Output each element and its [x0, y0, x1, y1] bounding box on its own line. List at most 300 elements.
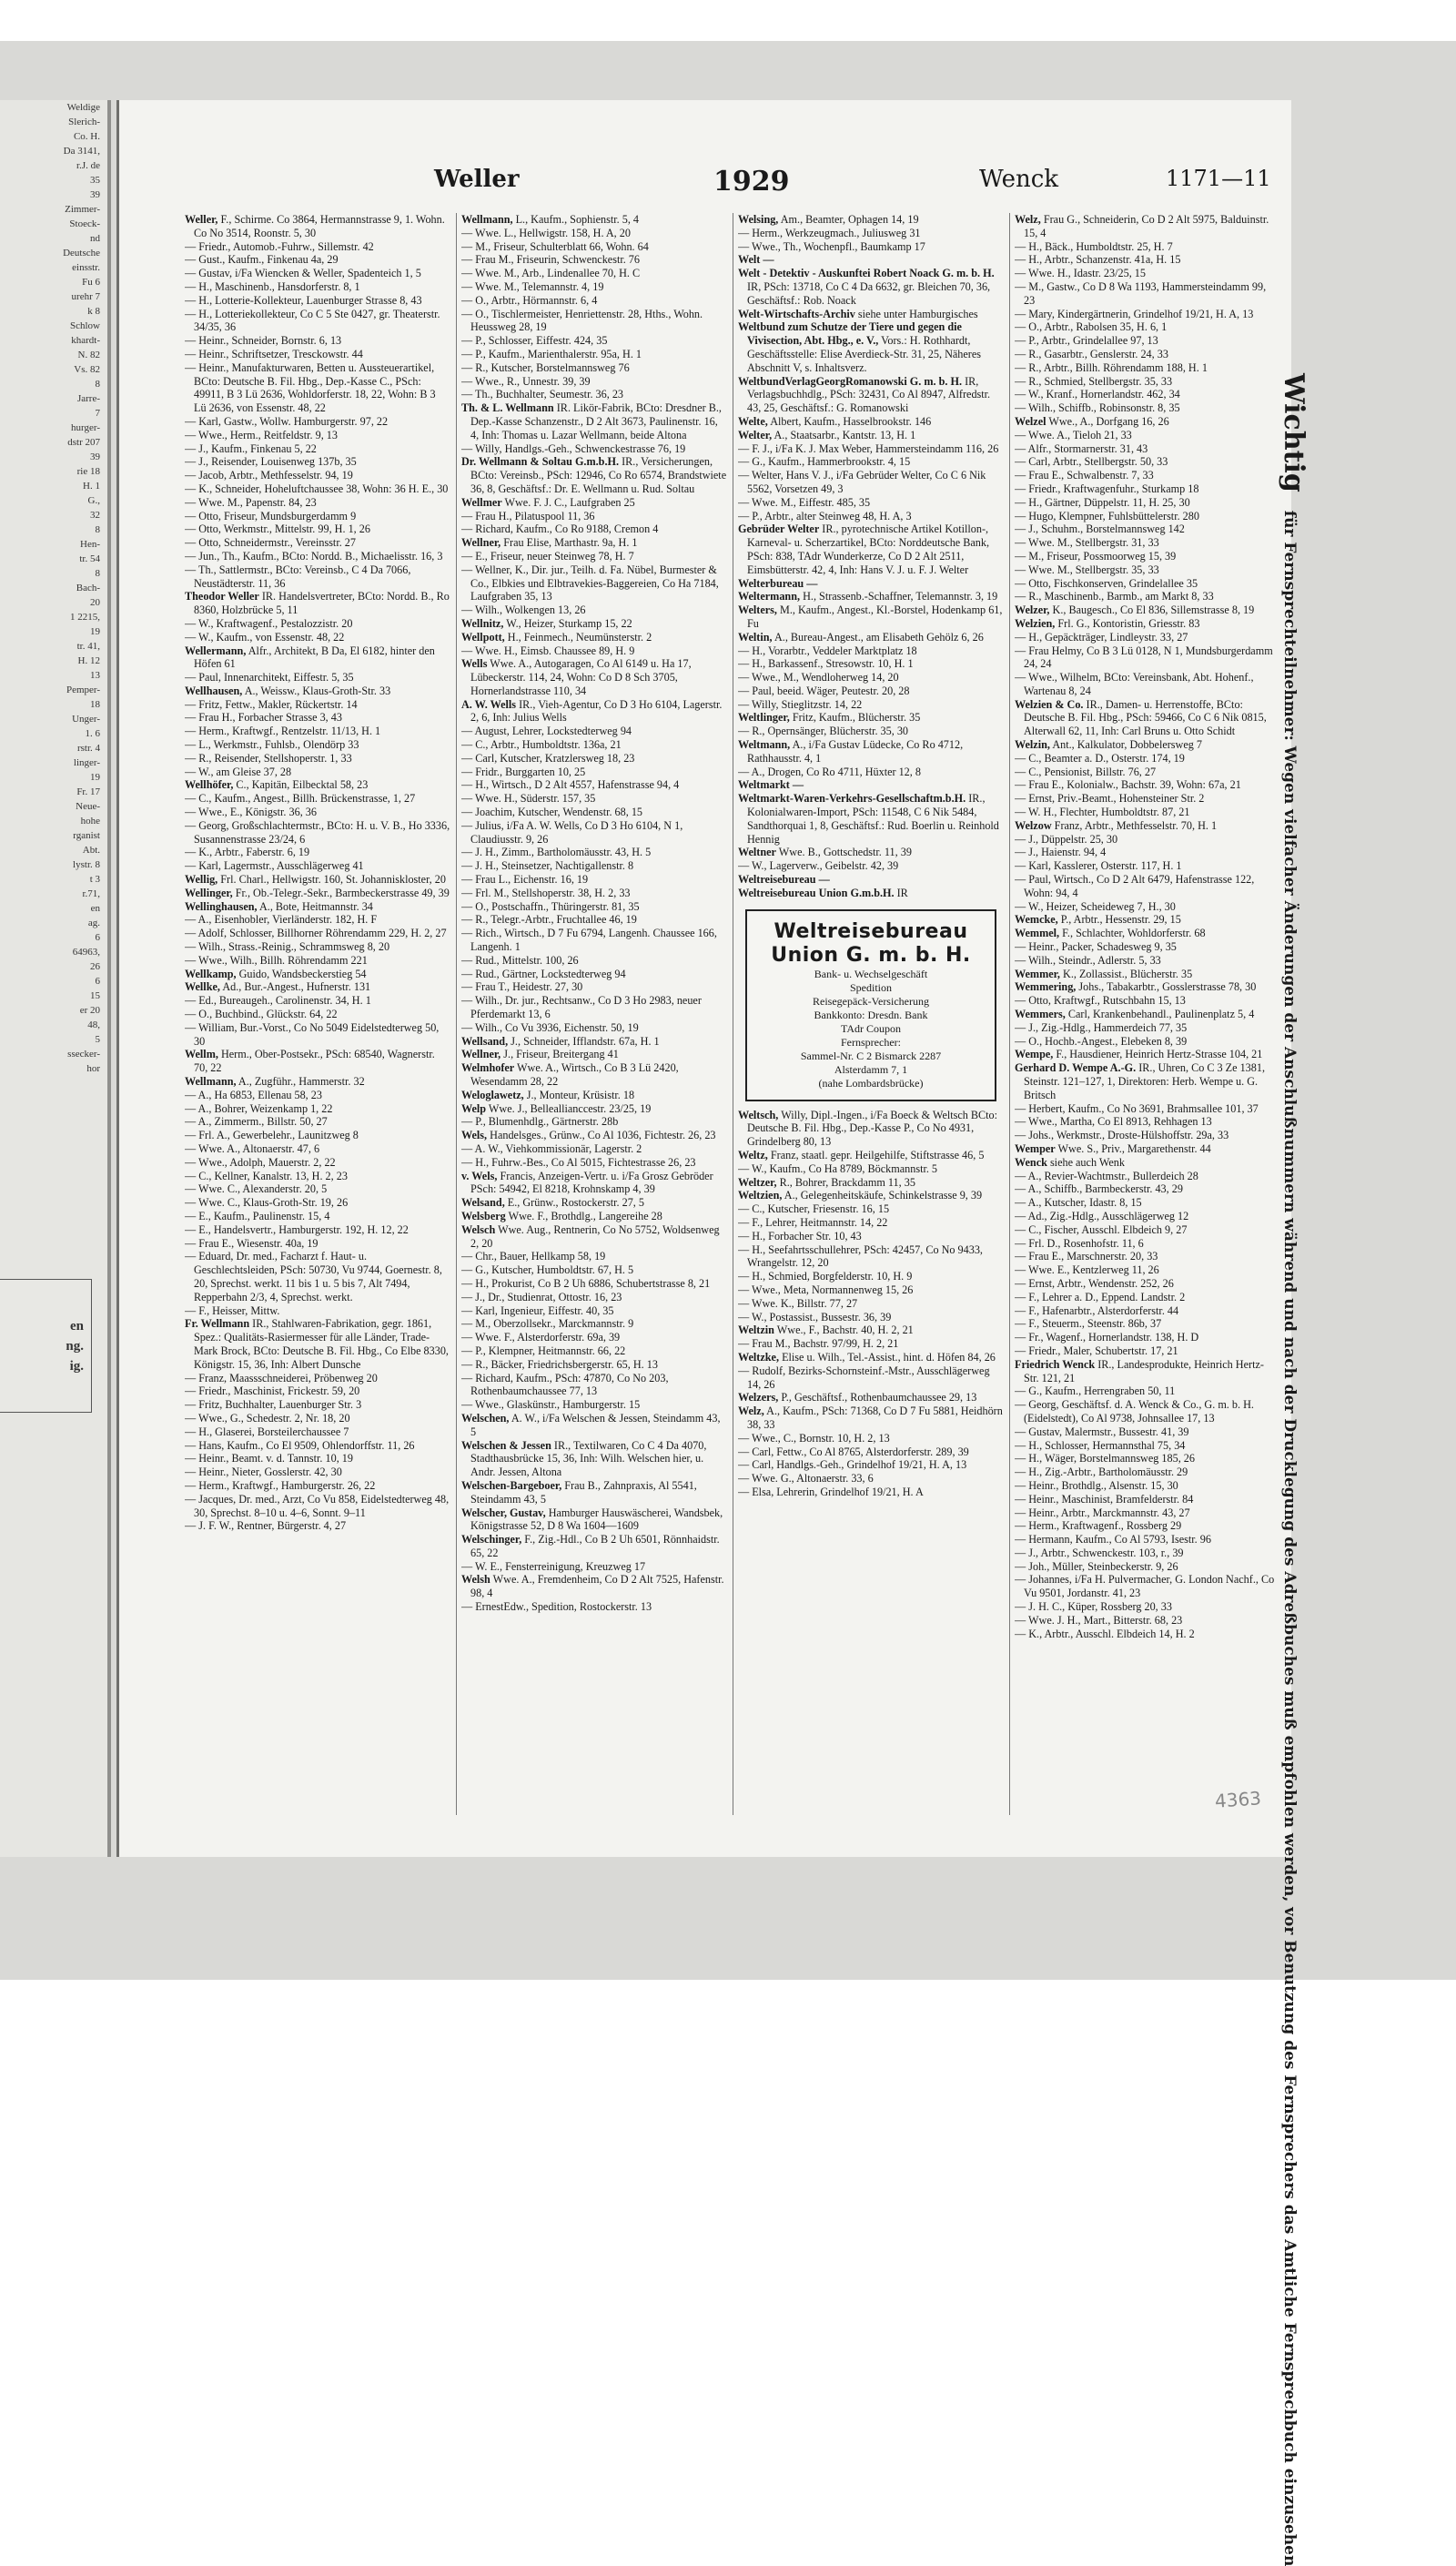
directory-entry	[185, 1156, 450, 1170]
entry-text: F., Schlachter, Wohldorferstr. 68	[1062, 927, 1206, 940]
directory-entry	[738, 227, 1004, 240]
directory-entry	[461, 968, 727, 981]
entry-text: — H., Prokurist, Co B 2 Uh 6886, Schubertstrasse 8, 21	[461, 1276, 711, 1290]
entry-text: — Wwe. C., Alexanderstr. 20, 5	[185, 1182, 328, 1196]
directory-entry	[1015, 859, 1279, 873]
directory-entry	[185, 1196, 450, 1210]
entry-text: — Frau E., Schwalbenstr. 7, 33	[1015, 469, 1154, 482]
directory-entry	[1015, 1210, 1279, 1223]
directory-entry	[1015, 846, 1279, 859]
directory-entry	[461, 752, 727, 766]
entry-text: — H., Barkassenf., Stresowstr. 10, H. 1	[738, 657, 914, 671]
entry-text: — K., Arbtr., Ausschl. Elbdeich 14, H. 2	[1015, 1627, 1195, 1640]
entry-name: Welsing,	[738, 213, 779, 226]
directory-entry	[461, 442, 727, 456]
directory-entry	[185, 280, 450, 294]
entry-text: — Wwe., E., Königstr. 36, 36	[185, 806, 317, 819]
directory-entry	[1015, 429, 1279, 442]
directory-entry	[185, 994, 450, 1008]
entry-name: Weltzien,	[738, 1189, 783, 1202]
directory-entry	[1015, 510, 1279, 523]
entry-name: Gerhard D. Wempe A.-G.	[1015, 1061, 1137, 1075]
entry-text: — E., Friseur, neuer Steinweg 78, H. 7	[461, 549, 634, 563]
entry-text: — Wwe., Herm., Reitfeldstr. 9, 13	[185, 428, 338, 441]
directory-entry	[461, 657, 727, 697]
directory-entry	[1015, 388, 1279, 401]
directory-entry	[738, 496, 1004, 510]
entry-name: Welz,	[738, 1405, 764, 1418]
directory-entry	[185, 1089, 450, 1102]
directory-entry	[185, 415, 450, 429]
directory-entry	[738, 1297, 1004, 1311]
entry-text: — P., Schlosser, Eiffestr. 424, 35	[461, 334, 608, 348]
margin-fragment: k 8	[87, 306, 100, 317]
directory-entry	[738, 1391, 1004, 1405]
entry-text: — Wwe. J. H., Mart., Bitterstr. 68, 23	[1015, 1613, 1183, 1627]
entry-text: — R., Reisender, Stellshoperstr. 1, 33	[185, 751, 352, 765]
directory-entry	[1015, 240, 1279, 254]
directory-entry	[461, 522, 727, 536]
directory-entry	[185, 1384, 450, 1398]
entry-text: — O., Buchbind., Glückstr. 64, 22	[185, 1008, 338, 1021]
entry-name: Weltreisebureau —	[738, 873, 830, 887]
ad-line: Bank- u. Wechselgeschäft	[814, 967, 928, 980]
directory-entry	[1015, 375, 1279, 389]
entry-text: — Wwe., Adolph, Mauerstr. 2, 22	[185, 1155, 336, 1169]
margin-fragment: t 3	[89, 874, 100, 885]
directory-entry	[461, 280, 727, 294]
entry-text: — Rich., Wirtsch., D 7 Fu 6794, Langenh. Chaussee 166, Langenh. 1	[461, 927, 717, 954]
entry-name: Weltzer,	[738, 1175, 777, 1189]
directory-entry	[185, 644, 450, 672]
entry-text: — Gust., Kaufm., Finkenau 4a, 29	[185, 253, 339, 267]
margin-fragment: 8	[95, 524, 100, 535]
entry-name: Welzow	[1015, 818, 1052, 832]
margin-fragment: nd	[90, 233, 100, 244]
directory-entry	[738, 240, 1004, 254]
directory-entry	[738, 1216, 1004, 1230]
entry-name: v. Wels,	[461, 1169, 498, 1182]
directory-entry	[185, 927, 450, 940]
margin-fragment: Bach-	[76, 583, 100, 593]
directory-entry	[185, 698, 450, 712]
entry-text: Johs., Tabakarbtr., Gosslerstrasse 78, 30	[1078, 980, 1257, 994]
entry-name: Weltermann,	[738, 590, 801, 603]
entry-text: Frau B., Zahnpraxis, Al 5541, Steindamm 43, 5	[470, 1478, 697, 1506]
directory-entry	[1015, 806, 1279, 819]
entry-name: Welsh	[461, 1573, 490, 1587]
entry-text: A., Kaufm., PSch: 71368, Co D 7 Fu 5881, Heidhörn 38, 33	[747, 1405, 1003, 1431]
entry-text: — F., Hafenarbtr., Alsterdorferstr. 44	[1015, 1303, 1179, 1317]
margin-fragment: Slerich-	[68, 117, 100, 127]
entry-text: — Karl, Lagermstr., Ausschlägerweg 41	[185, 859, 364, 873]
directory-entry	[1015, 1398, 1279, 1425]
entry-name: Wels,	[461, 1129, 488, 1142]
directory-entry	[185, 954, 450, 968]
directory-entry	[1015, 1250, 1279, 1263]
directory-entry	[185, 1182, 450, 1196]
entry-text: — Wwe. E., Kentzlerweg 11, 26	[1015, 1263, 1159, 1277]
entry-text: L., Kaufm., Sophienstr. 5, 4	[515, 213, 640, 226]
directory-entry	[185, 1398, 450, 1412]
entry-text: — E., Kaufm., Paulinenstr. 15, 4	[185, 1209, 330, 1222]
directory-entry	[461, 267, 727, 280]
directory-entry	[185, 429, 450, 442]
entry-text: — H., Schlosser, Hermannsthal 75, 34	[1015, 1438, 1186, 1452]
entry-text: A., Weissw., Klaus-Groth-Str. 33	[244, 684, 391, 697]
margin-fragment: Stoeck-	[69, 218, 100, 229]
page-header	[119, 166, 1291, 202]
margin-fragment: 26	[90, 961, 100, 972]
directory-entry	[461, 873, 727, 887]
margin-fragment: Fu 6	[82, 277, 100, 288]
entry-text: — Wilh., Steindr., Adlerstr. 5, 33	[1015, 953, 1161, 967]
entry-text: — Carl, Handlgs.-Geh., Grindelhof 19/21, H. A, 13	[738, 1458, 967, 1472]
entry-text: — Richard, Kaufm., PSch: 47870, Co No 203, Rothenbaumchaussee 77, 13	[461, 1371, 669, 1398]
entry-text: — Wwe. M., Papenstr. 84, 23	[185, 495, 317, 509]
directory-entry	[1015, 348, 1279, 361]
directory-entry	[461, 778, 727, 792]
directory-entry	[738, 1445, 1004, 1459]
entry-text: — H., Fuhrw.-Bes., Co Al 5015, Fichtestrasse 26, 23	[461, 1155, 696, 1169]
directory-entry	[185, 1223, 450, 1237]
entry-text: Elise u. Wilh., Tel.-Assist., hint. d. Höfen 84, 26	[782, 1350, 996, 1364]
entry-text: — Karl, Gastw., Wollw. Hamburgerstr. 97, 22	[185, 414, 389, 428]
entry-text: — A., Zimmerm., Billstr. 50, 27	[185, 1115, 328, 1129]
entry-text: W., Heizer, Sturkamp 15, 22	[506, 616, 632, 630]
directory-entry	[1015, 631, 1279, 644]
margin-fragment: r.J. de	[76, 160, 100, 171]
entry-text: — H., Maschinenb., Hansdorferstr. 8, 1	[185, 279, 360, 293]
margin-fragment: 8	[95, 568, 100, 579]
entry-text: — Welter, Hans V. J., i/Fa Gebrüder Welter, Co C 6 Nik 5562, Vorsetzen 49, 3	[738, 469, 986, 495]
directory-entry	[461, 1115, 727, 1129]
margin-fragment: 18	[90, 699, 100, 710]
entry-name: Weloglawetz,	[461, 1088, 524, 1101]
entry-text: — W., Postassist., Bussestr. 36, 39	[738, 1310, 892, 1324]
margin-fragment: 6	[95, 932, 100, 943]
entry-text: — P., Blumenhdlg., Gärtnerstr. 28b	[461, 1115, 619, 1129]
directory-entry	[461, 563, 727, 603]
entry-name: Welsch	[461, 1222, 496, 1236]
directory-entry	[185, 1048, 450, 1075]
entry-text: — Frau T., Heidestr. 27, 30	[461, 980, 583, 994]
directory-entry	[185, 1115, 450, 1129]
margin-fragment: Abt.	[82, 845, 100, 856]
entry-name: Welmhofer	[461, 1061, 515, 1075]
margin-fragment: 5	[95, 1034, 100, 1045]
directory-entry	[185, 469, 450, 482]
directory-entry	[461, 1250, 727, 1263]
directory-entry	[461, 536, 727, 550]
entry-text: — Otto, Kraftwgf., Rutschbahn 15, 13	[1015, 994, 1186, 1008]
directory-entry	[461, 550, 727, 563]
entry-text: — H., Arbtr., Schanzenstr. 41a, H. 15	[1015, 253, 1181, 267]
entry-text: IR., Versicherungen, BCto: Vereinsb., PSch: 12946, Co Ro 6574, Brandstwiete 36, 8, Geschäftsf.: Dr. E. Wellmann u. Rud. Soltau	[470, 455, 727, 495]
side-notice	[1266, 373, 1309, 2566]
entry-name: Wellsand,	[461, 1034, 509, 1048]
directory-entry	[1015, 738, 1279, 752]
directory-entry	[738, 1149, 1004, 1162]
directory-entry	[1015, 1048, 1279, 1061]
directory-entry	[461, 725, 727, 738]
directory-entry	[1015, 253, 1279, 267]
margin-fragment: hurger-	[71, 422, 100, 433]
entry-text: Wwe. A., Wirtsch., Co B 3 Lü 2420, Wesendamm 28, 22	[470, 1061, 679, 1088]
entry-text: — Karl, Kasslerer, Osterstr. 117, H. 1	[1015, 859, 1182, 873]
directory-entry	[185, 1170, 450, 1183]
entry-text: — Carl, Kutscher, Kratzlersweg 18, 23	[461, 751, 635, 765]
directory-entry	[185, 1021, 450, 1049]
directory-entry	[185, 1102, 450, 1116]
entry-text: — Fritz, Fettw., Makler, Rückertstr. 14	[185, 697, 358, 711]
entry-name: Welter,	[738, 428, 773, 441]
entry-text: — Wwe. A., Altonaerstr. 47, 6	[185, 1141, 320, 1155]
directory-entry	[738, 1364, 1004, 1392]
entry-text: — K., Schneider, Hoheluftchaussee 38, Wohn: 36 H. E., 30	[185, 482, 449, 495]
directory-entry	[461, 1061, 727, 1089]
entry-name: Weller,	[185, 213, 218, 226]
entry-text: — A., Bohrer, Weizenkamp 1, 22	[185, 1101, 333, 1115]
directory-entry	[461, 954, 727, 968]
entry-text: — Eduard, Dr. med., Facharzt f. Haut- u. Geschlechtsleiden, PSch: 50730, Vu 9744, Goernestr. 8, 20, Sprechst. werkt. 11 bis 1 u. 5 bis 7, Alt 7494, Repperbahn 2/3, 4, Sprechst. werkt.	[185, 1250, 442, 1303]
directory-entry	[461, 1291, 727, 1304]
directory-entry	[1015, 1156, 1279, 1170]
entry-text: — Frau E., Kolonialw., Bachstr. 39, Wohn: 67a, 21	[1015, 778, 1241, 792]
directory-entry	[461, 1048, 727, 1061]
entry-text: — C., Pensionist, Billstr. 76, 27	[1015, 765, 1157, 778]
entry-text: siehe unter Hamburgisches	[857, 307, 978, 320]
directory-entry	[461, 348, 727, 361]
entry-text: — J. F. W., Rentner, Bürgerstr. 4, 27	[185, 1519, 347, 1533]
directory-entry	[461, 859, 727, 873]
directory-entry	[738, 846, 1004, 859]
directory-entry	[185, 1250, 450, 1303]
directory-entry	[1015, 1170, 1279, 1183]
directory-entry	[738, 1351, 1004, 1364]
entry-text: Herm., Ober-Postsekr., PSch: 68540, Wagnerstr. 70, 22	[194, 1048, 435, 1075]
directory-entry	[1015, 401, 1279, 415]
margin-fragment: 19	[90, 772, 100, 783]
entry-text: — C., Kaufm., Angest., Billh. Brückenstrasse, 1, 27	[185, 792, 416, 806]
entry-name: WeltbundVerlagGeorgRomanowski G. m. b. H.	[738, 374, 963, 388]
ad-line: Alsterdamm 7, 1	[834, 1062, 908, 1076]
entry-text: IR., pyrotechnische Artikel Kotillon-, Karneval- u. Scherzartikel, BCto: Norddeutsche Bank, PSch: 838, TAdr Wunderkerze, Co D 2 Alt 2511, Eimsbütterstr. 42, 4, Inh: Hans V. J. u. F. J. Welter	[747, 522, 990, 576]
directory-entry	[1015, 361, 1279, 375]
directory-entry	[185, 455, 450, 469]
column-divider	[1009, 213, 1010, 1815]
directory-entry	[185, 267, 450, 280]
entry-name: Wellke,	[185, 980, 220, 994]
entry-name: A. W. Wells	[461, 697, 517, 711]
directory-entry	[738, 590, 1004, 603]
directory-entry	[185, 442, 450, 456]
margin-fragment: 19	[90, 626, 100, 637]
directory-entry	[1015, 940, 1279, 954]
margin-fragment: 13	[90, 670, 100, 681]
directory-entry	[1015, 213, 1279, 240]
directory-entry	[461, 308, 727, 335]
entry-text: — C., Beamter a. D., Osterstr. 174, 19	[1015, 751, 1185, 765]
entry-text: — Rud., Gärtner, Lockstedterweg 94	[461, 967, 626, 980]
directory-entry	[1015, 1317, 1279, 1331]
entry-text: — R., Schmied, Stellbergstr. 35, 33	[1015, 374, 1173, 388]
directory-entry	[738, 442, 1004, 456]
directory-entry	[1015, 1142, 1279, 1156]
entry-name: Weltsch,	[738, 1108, 779, 1121]
ad-line: Spedition	[849, 980, 892, 994]
entry-text: — R., Bäcker, Friedrichsbergerstr. 65, H. 13	[461, 1357, 658, 1371]
directory-entry	[185, 1479, 450, 1493]
entry-text: Carl, Krankenbehandl., Paulinenplatz 5, 4	[1067, 1008, 1255, 1021]
side-notice-text: für Fernsprechteilnehmer: Wegen vielfacher Änderungen der Anschlußnummern während und nach der Drucklegung des Adreßbuches muß empfohlen werden, vor Benutzung des Fernsprechers das Amtliche Fernsprechbuch einzusehen	[1280, 510, 1299, 2566]
side-notice-title: Wichtig	[1278, 373, 1309, 492]
directory-entry	[738, 1243, 1004, 1271]
directory-entry	[1015, 900, 1279, 914]
directory-entry	[185, 940, 450, 954]
entry-text: — Wwe. H., Eimsb. Chaussee 89, H. 9	[461, 644, 635, 657]
entry-text: IR., Kolonialwaren-Import, PSch: 11548, C 6 Nik 5484, Sandthorquai 1, 8, Geschäftsf.: Rud. Boerlin u. Reinhold Hennig	[747, 792, 999, 846]
entry-text: Wwe. F. J. C., Laufgraben 25	[504, 495, 635, 509]
directory-entry	[185, 980, 450, 994]
entry-text: — Wwe. M., Arb., Lindenallee 70, H. C	[461, 267, 641, 280]
entry-text: — Herbert, Kaufm., Co No 3691, Brahmsallee 101, 37	[1015, 1101, 1259, 1115]
margin-fragment: ag.	[87, 918, 100, 928]
entry-name: Weltzke,	[738, 1350, 780, 1364]
entry-text: — Ed., Bureaugeh., Carolinenstr. 34, H. 1	[185, 994, 371, 1008]
directory-entry	[738, 1472, 1004, 1486]
directory-entry	[461, 1317, 727, 1331]
entry-text: C., Kapitän, Eilbecktal 58, 23	[236, 778, 369, 792]
entry-text: — William, Bur.-Vorst., Co No 5049 Eidelstedterweg 50, 30	[185, 1020, 440, 1048]
entry-text: — Wellner, K., Dir. jur., Teilh. d. Fa. Nübel, Burmester & Co., Elbkies und Elbtravekies-Baggereien, Co Ha 7184, Laufgraben 35, 13	[461, 563, 719, 603]
directory-entry	[461, 738, 727, 752]
margin-ad-fragment: ng.	[66, 1339, 84, 1354]
entry-name: Weltmann,	[738, 738, 791, 752]
directory-entry	[185, 482, 450, 496]
entry-text: — J., Schuhm., Borstelmannsweg 142	[1015, 522, 1185, 536]
entry-text: — P., Arbtr., alter Steinweg 48, H. A, 3	[738, 509, 912, 522]
margin-fragment: Weldige	[66, 102, 100, 113]
directory-entry	[461, 1331, 727, 1344]
margin-fragment: urehr 7	[71, 291, 100, 302]
directory-entry	[461, 644, 727, 658]
entry-name: Gebrüder Welter	[738, 522, 820, 536]
entry-name: Dr. Wellmann & Soltau G.m.b.H.	[461, 455, 620, 469]
directory-entry	[1015, 1533, 1279, 1547]
margin-fragment: rganist	[73, 830, 100, 841]
margin-fragment: H. 1	[83, 481, 100, 492]
directory-entry	[738, 698, 1004, 712]
directory-entry	[461, 913, 727, 927]
entry-text: Wwe. S., Priv., Margarethenstr. 44	[1057, 1141, 1211, 1155]
entry-name: Weltin,	[738, 630, 773, 644]
margin-fragment: 32	[90, 510, 100, 521]
entry-text: — A., Drogen, Co Ro 4711, Hüxter 12, 8	[738, 765, 921, 778]
entry-name: Weltbund zum Schutze der Tiere und gegen die Vivisection, Abt. Hbg., e. V.,	[738, 320, 962, 348]
margin-fragment: tr. 54	[79, 553, 100, 564]
directory-entry	[461, 1223, 727, 1251]
directory-entry	[185, 1237, 450, 1251]
directory-entry	[738, 873, 1004, 887]
ad-line: TAdr Coupon	[840, 1021, 902, 1035]
entry-text: A., Zugführ., Hammerstr. 32	[238, 1075, 365, 1088]
entry-text: H., Feinmech., Neumünsterstr. 2	[507, 630, 652, 644]
directory-entry	[1015, 792, 1279, 806]
margin-fragment: 39	[90, 451, 100, 462]
directory-entry	[1015, 766, 1279, 779]
directory-entry	[185, 1519, 450, 1533]
entry-text: — C., Fischer, Ausschl. Elbdeich 9, 27	[1015, 1222, 1188, 1236]
directory-entry	[185, 334, 450, 348]
entry-name: Wellmann,	[185, 1075, 237, 1088]
directory-entry	[738, 510, 1004, 523]
entry-text: — Th., Buchhalter, Seumestr. 36, 23	[461, 388, 624, 401]
directory-entry	[461, 1210, 727, 1223]
margin-fragment: Pemper-	[66, 685, 100, 695]
directory-entry	[1015, 1263, 1279, 1277]
entry-text: — Friedr., Maler, Schubertstr. 17, 21	[1015, 1344, 1178, 1357]
entry-text: — A. W., Viehkommissionär, Lagerstr. 2	[461, 1141, 642, 1155]
entry-text: — Herm., Kraftwgf., Hamburgerstr. 26, 22	[185, 1478, 376, 1492]
directory-entry	[185, 1372, 450, 1385]
entry-text: IR. Handelsvertreter, BCto: Nordd. B., Ro 8360, Holzbrücke 5, 11	[194, 590, 450, 617]
entry-text: IR., Textilwaren, Co C 4 Da 4070, Stadthausbrücke 15, 36, Inh: Wilh. Welschen hier, u. Andr. Jessen, Altona	[470, 1438, 707, 1479]
entry-name: Wemper	[1015, 1141, 1056, 1155]
entry-text: — W. E., Fensterreinigung, Kreuzweg 17	[461, 1559, 646, 1573]
entry-text: — Hans, Kaufm., Co El 9509, Ohlendorffstr. 11, 26	[185, 1438, 415, 1452]
entry-text: — H., Forbacher Str. 10, 43	[738, 1229, 862, 1242]
directory-entry	[738, 711, 1004, 725]
directory-entry	[185, 819, 450, 847]
directory-entry	[738, 1432, 1004, 1445]
entry-text: — Otto, Friseur, Mundsburgerdamm 9	[185, 509, 357, 522]
ad-line: Sammel-Nr. C 2 Bismarck 2287	[800, 1049, 942, 1062]
entry-text: J., Friseur, Breitergang 41	[503, 1048, 619, 1061]
directory-entry	[1015, 590, 1279, 603]
entry-text: — Wilh., Dr. jur., Rechtsanw., Co D 3 Ho 2983, neuer Pferdemarkt 13, 6	[461, 994, 702, 1021]
directory-entry	[1015, 1493, 1279, 1506]
directory-entry	[185, 846, 450, 859]
previous-page-fragments	[0, 100, 107, 1076]
directory-entry	[185, 671, 450, 685]
entry-text: — Heinr., Schneider, Bornstr. 6, 13	[185, 334, 342, 348]
entry-text: — W., Kaufm., Co Ha 8789, Böckmannstr. 5	[738, 1161, 938, 1175]
entry-text: — C., Kutscher, Friesenstr. 16, 15	[738, 1202, 890, 1216]
entry-text: — Friedr., Automob.-Fuhrw., Sillemstr. 42	[185, 239, 374, 253]
entry-text: — Wilh., Strass.-Reinig., Schrammsweg 8, 20	[185, 940, 390, 954]
entry-text: — Rudolf, Bezirks-Schornsteinf.-Mstr., Ausschlägerweg 14, 26	[738, 1364, 990, 1391]
directory-entry	[461, 1196, 727, 1210]
directory-entry	[185, 1493, 450, 1520]
directory-entry	[461, 1277, 727, 1291]
directory-entry	[185, 873, 450, 887]
entry-text: — Frau M., Bachstr. 97/99, H. 2, 21	[738, 1337, 899, 1351]
entry-text: IR	[896, 886, 908, 899]
entry-text: J., Monteur, Krüsistr. 18	[526, 1088, 635, 1101]
entry-text: — H., Lotteriekollekteur, Co C 5 Ste 0427, gr. Theaterstr. 34/35, 36	[185, 307, 440, 334]
entry-name: Welscher, Gustav,	[461, 1506, 546, 1519]
entry-text: — Richard, Kaufm., Co Ro 9188, Cremon 4	[461, 522, 659, 536]
entry-text: — M., Gastw., Co D 8 Wa 1193, Hammersteindamm 99, 23	[1015, 279, 1267, 307]
entry-text: Frl. Charl., Hellwigstr. 160, St. Johanniskloster, 20	[220, 873, 446, 887]
directory-entry	[1015, 1573, 1279, 1600]
directory-entry	[1015, 536, 1279, 550]
entry-text: — Wwe., Th., Wochenpfl., Baumkamp 17	[738, 239, 925, 253]
entry-text: — J. H., Steinsetzer, Nachtigallenstr. 8	[461, 859, 634, 873]
directory-entry	[461, 603, 727, 617]
directory-entry	[461, 792, 727, 806]
